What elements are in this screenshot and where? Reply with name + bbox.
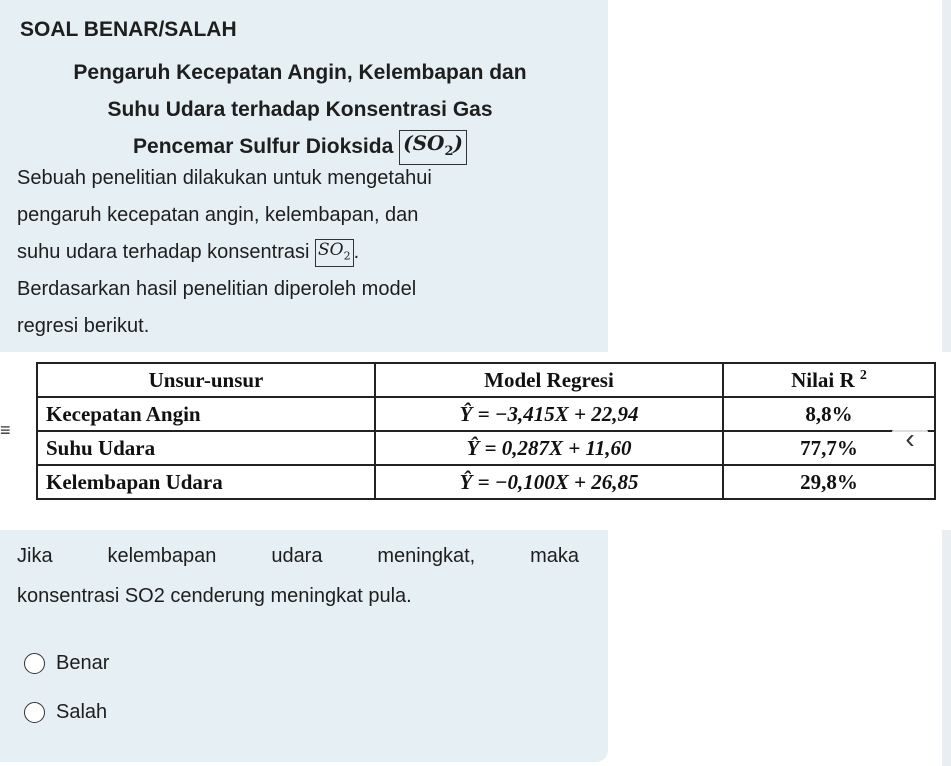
statement-line-2: konsentrasi SO2 cenderung meningkat pula. [17,585,412,607]
table-header-row [37,363,935,397]
regression-table [36,362,936,500]
question-heading [0,54,600,165]
heading-line-3-text: Pencemar Sulfur Dioksida [133,135,394,158]
cell-r2: 8,8% [723,397,935,431]
radio-salah[interactable] [24,702,45,723]
question-paragraph [17,160,592,345]
header-model: Model Regresi [375,363,723,397]
table-row [37,397,935,431]
question-type-title: SOAL BENAR/SALAH [20,18,237,41]
chevron-left-icon[interactable]: ‹ [890,420,930,460]
heading-line-2: Suhu Udara terhadap Konsentrasi Gas [107,98,493,121]
option-benar[interactable] [24,648,109,678]
menu-icon[interactable]: ≡ [0,420,11,440]
paragraph-line-3: suhu udara terhadap konsentrasi $SO_2$ . [17,234,592,271]
statement-text [17,536,579,616]
cell-factor: Suhu Udara [37,431,375,465]
cell-r2: 29,8% [723,465,935,499]
cell-factor: Kelembapan Udara [37,465,375,499]
table-row [37,465,935,499]
cell-model: Ŷ = −3,415X + 22,94 [375,397,723,431]
cell-factor: Kecepatan Angin [37,397,375,431]
paragraph-line-5: regresi berikut. [17,315,150,337]
cell-model: Ŷ = −0,100X + 26,85 [375,465,723,499]
cell-model: Ŷ = 0,287X + 11,60 [375,431,723,465]
cell-r2: 77,7% [723,431,935,465]
statement-line-1: Jika kelembapan udara meningkat, maka [17,545,579,567]
header-r2: Nilai R $^2$ [723,363,935,397]
radio-benar[interactable] [24,653,45,674]
so2-inline-formula: $SO_2$ [315,239,354,267]
header-factor: Unsur-unsur [37,363,375,397]
paragraph-line-1: Sebuah penelitian dilakukan untuk mengetahui [17,167,432,189]
heading-line-1: Pengaruh Kecepatan Angin, Kelembapan dan [73,61,527,84]
option-benar-label: Benar [56,651,110,674]
option-salah[interactable] [24,697,107,727]
table-row [37,431,935,465]
regression-table-image [0,352,951,530]
so2-formula-box: $(SO_2)$ [399,130,467,165]
paragraph-line-4: Berdasarkan hasil penelitian diperoleh model [17,278,417,300]
paragraph-line-2: pengaruh kecepatan angin, kelembapan, dan [17,204,419,226]
option-salah-label: Salah [56,700,108,723]
